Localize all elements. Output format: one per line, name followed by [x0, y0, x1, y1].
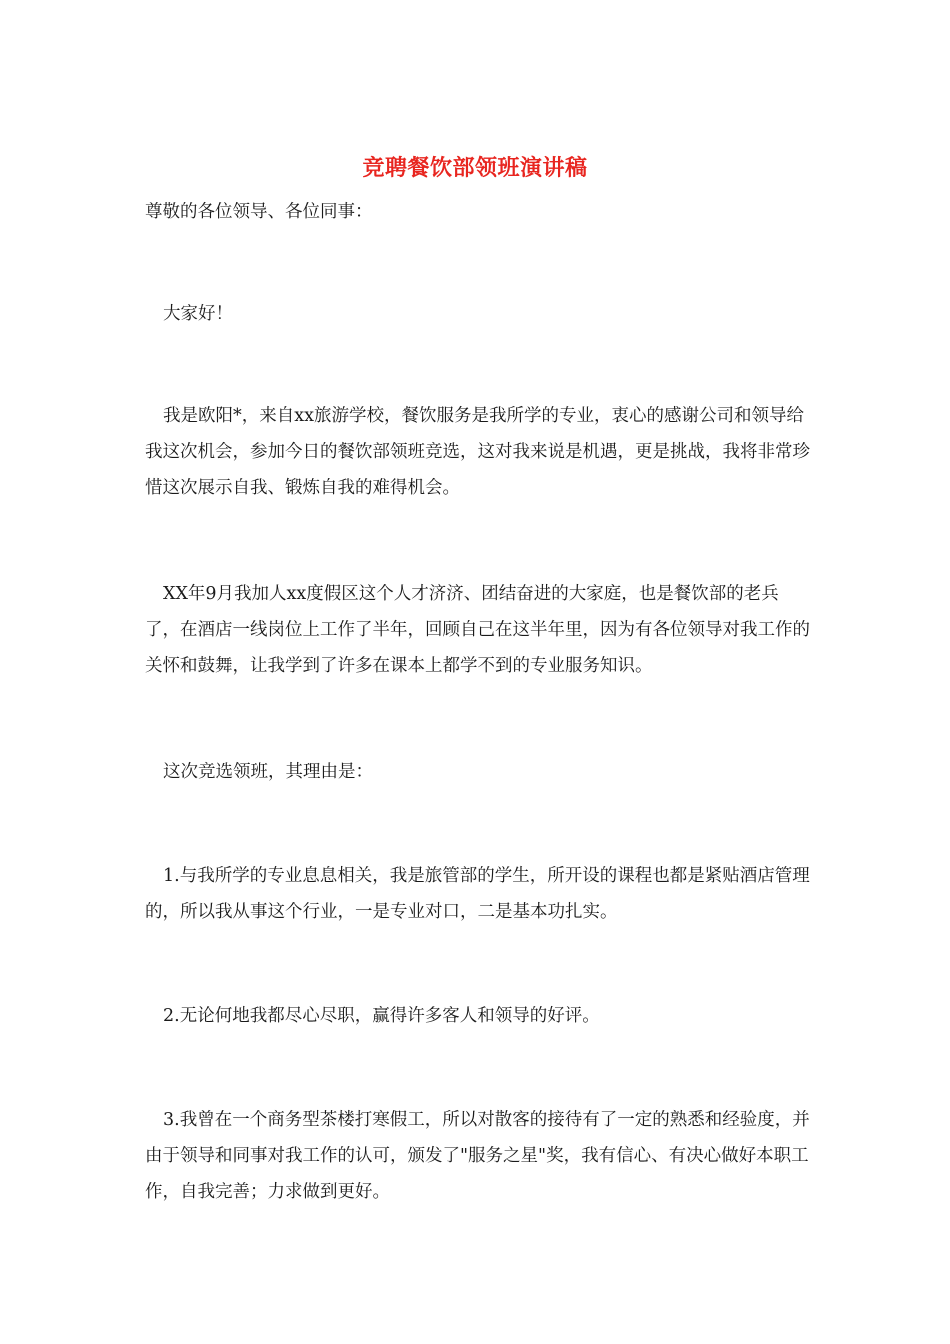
paragraph-greeting: 大家好！ — [163, 304, 233, 324]
document-title: 竞聘餐饮部领班演讲稿 — [362, 155, 588, 181]
paragraph-reason-3: 3.我曾在一个商务型茶楼打寒假工，所以对散客的接待有了一定的熟悉和经验度，并由于领导和同事对我工作的认可，颁发了"服务之星"奖，我有信心、有决心做好本职工作，自我完善；力求做到更好。 — [145, 1110, 810, 1202]
paragraph-experience: XX年9月我加人xx度假区这个人才济济、团结奋进的大家庭，也是餐饮部的老兵了，在酒店一线岗位上工作了半年，回顾自己在这半年里，因为有各位领导对我工作的关怀和鼓舞，让我学到了许多在课本上都学不到的专业服务知识。 — [145, 584, 810, 676]
paragraph-introduction: 我是欧阳*，来自xx旅游学校，餐饮服务是我所学的专业，衷心的感谢公司和领导给我这次机会，参加今日的餐饮部领班竞选，这对我来说是机遇，更是挑战，我将非常珍惜这次展示自我、锻炼自我的难得机会。 — [145, 406, 810, 498]
salutation: 尊敬的各位领导、各位同事： — [145, 202, 373, 222]
paragraph-reasons-intro: 这次竞选领班，其理由是： — [163, 762, 373, 782]
paragraph-reason-1: 1.与我所学的专业息息相关，我是旅管部的学生，所开设的课程也都是紧贴酒店管理的，所以我从事这个行业，一是专业对口，二是基本功扎实。 — [145, 866, 810, 922]
paragraph-reason-2: 2.无论何地我都尽心尽职，赢得许多客人和领导的好评。 — [163, 1006, 600, 1026]
